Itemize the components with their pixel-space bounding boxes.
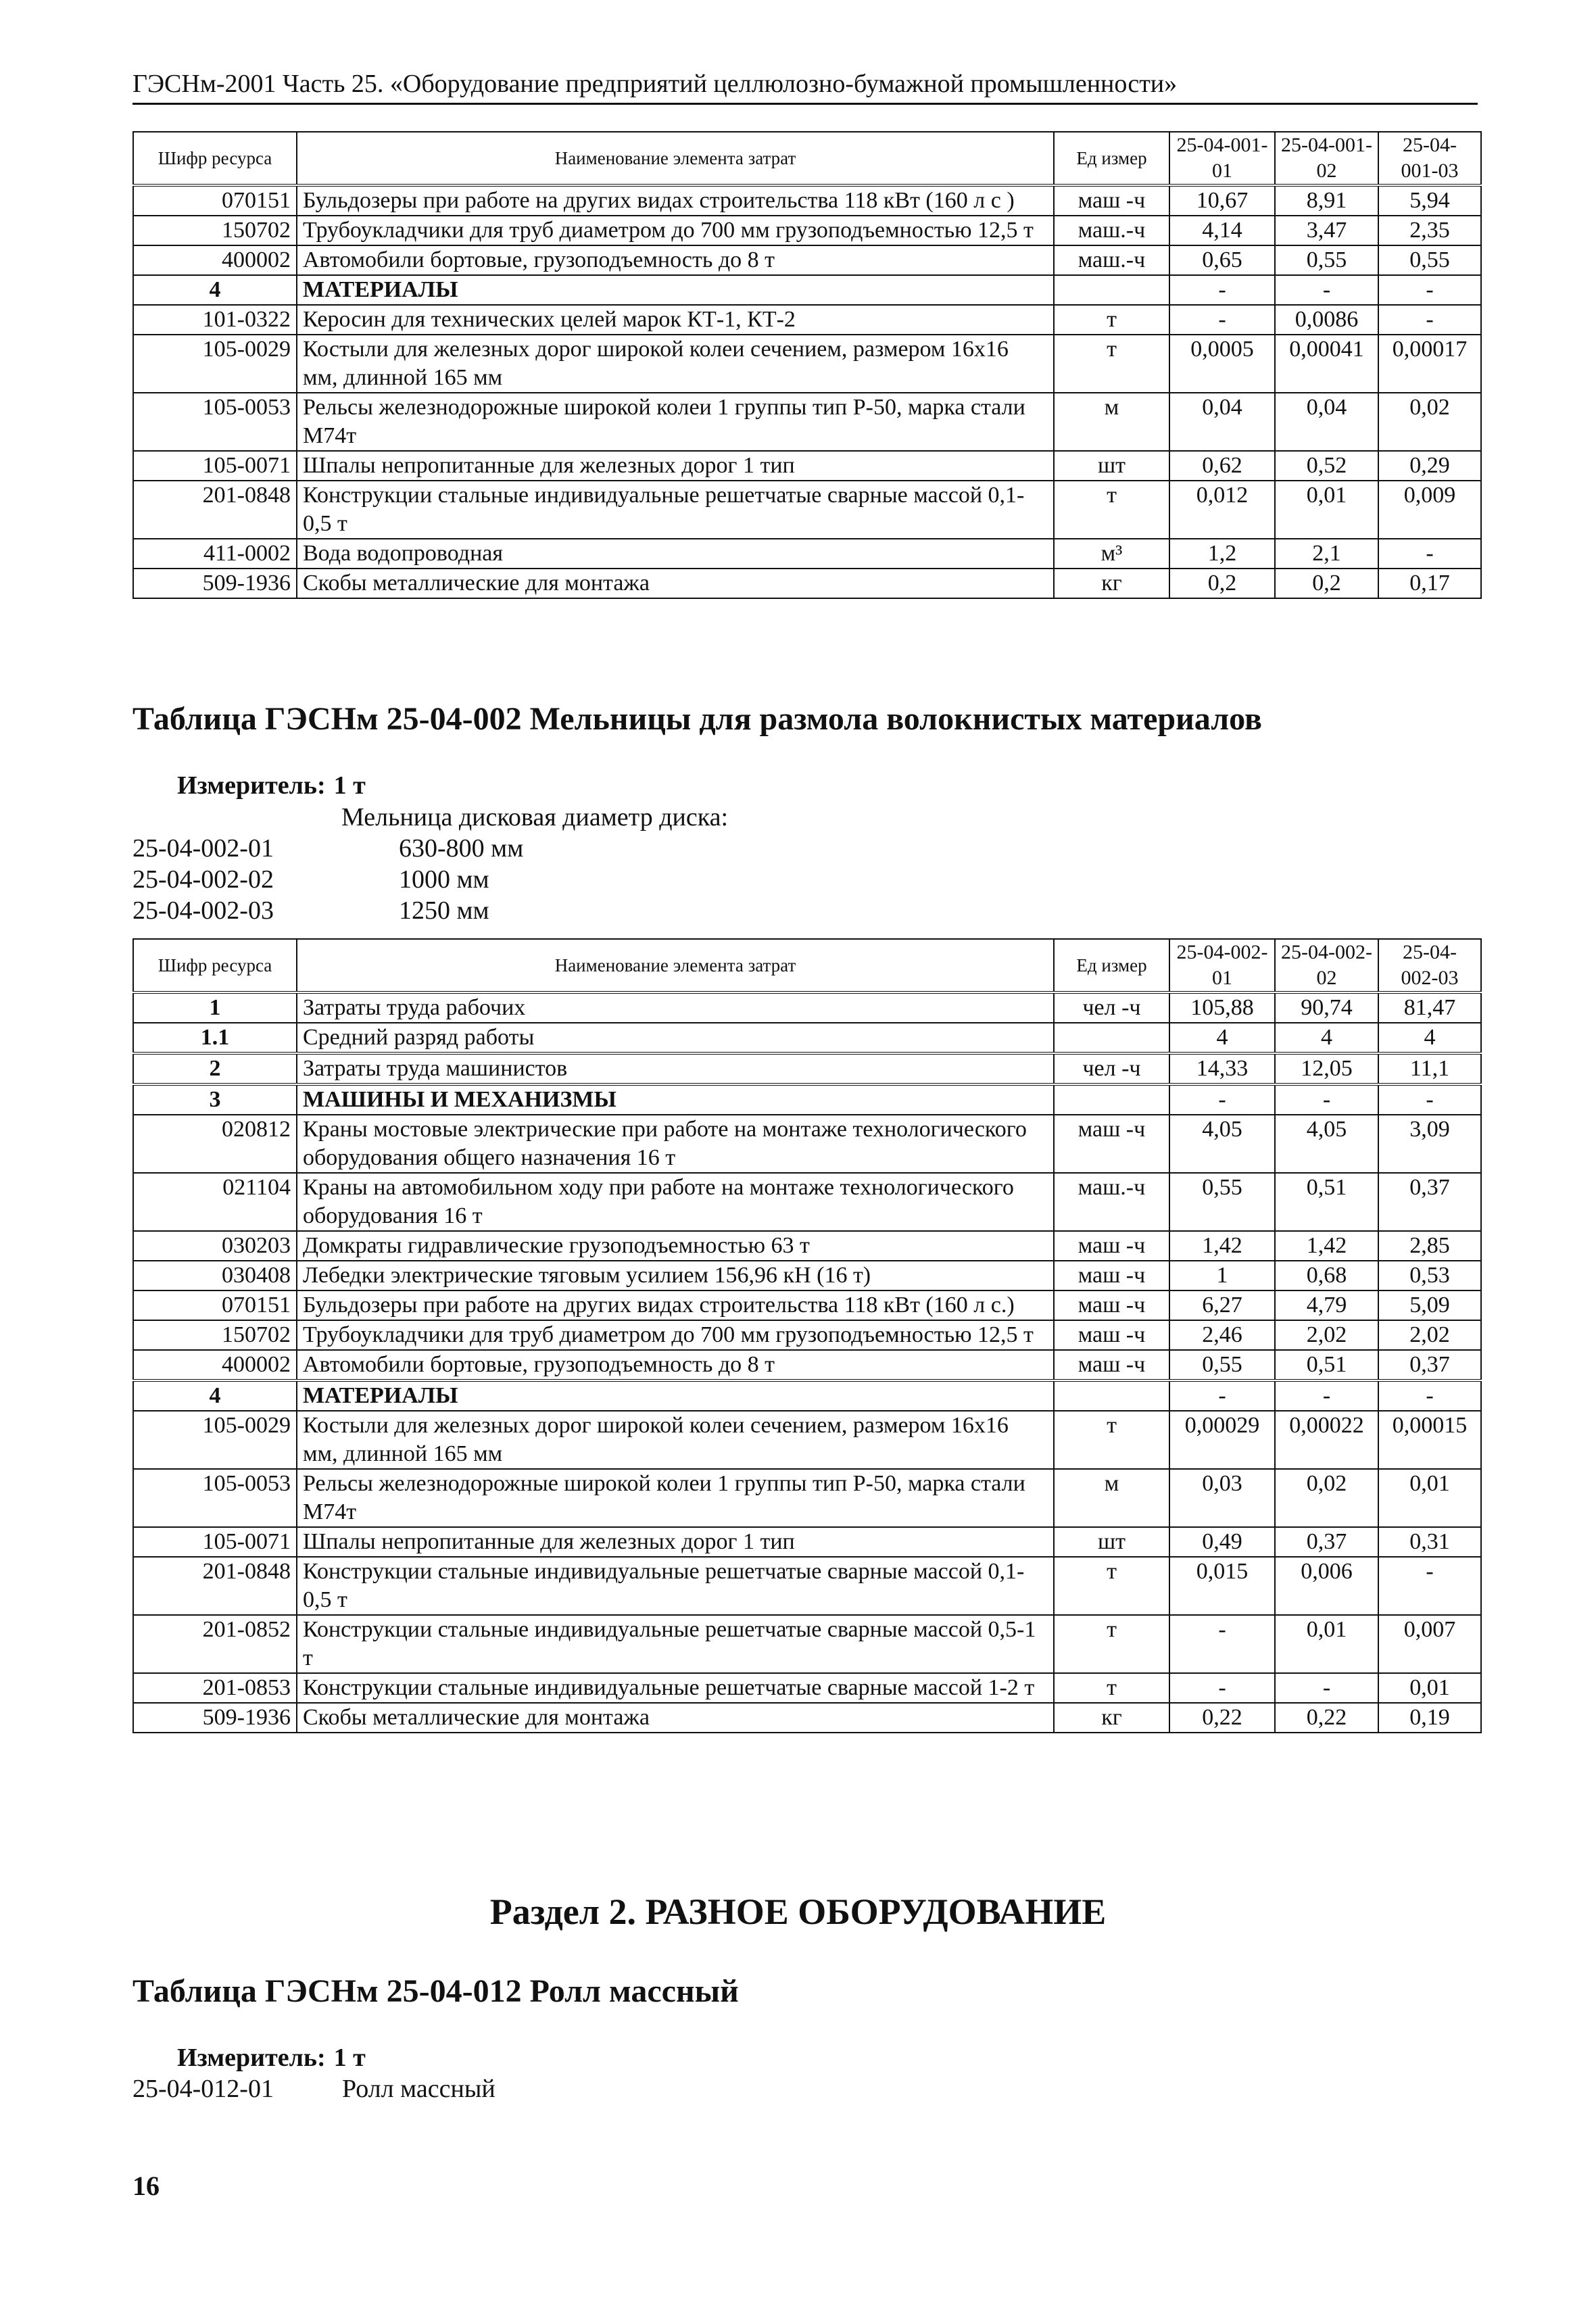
resource-name: Шпалы непропитанные для железных дорог 1 тип [297,451,1054,481]
resource-name: Автомобили бортовые, грузоподъемность до 8 т [297,245,1054,275]
value-cell: 5,94 [1378,185,1481,216]
value-cell: 90,74 [1275,992,1378,1023]
variant-description: Мельница дисковая диаметр диска: [341,803,729,831]
resource-name: Вода водопроводная [297,539,1054,569]
value-cell: 4 [1275,1023,1378,1053]
value-cell: - [1169,275,1275,305]
value-cell: 0,29 [1378,451,1481,481]
measure-value: 1 т [333,2044,366,2072]
resource-code: 020812 [133,1115,297,1173]
unit-cell: т [1054,481,1169,539]
value-cell: - [1169,1084,1275,1115]
resource-table-25-04-002 [132,938,1482,1733]
table-row [133,1673,1481,1703]
value-cell: 0,51 [1275,1350,1378,1380]
value-cell: 12,05 [1275,1053,1378,1084]
value-cell: 0,37 [1275,1527,1378,1557]
resource-name: Средний разряд работы [297,1023,1054,1053]
resource-code: 030203 [133,1231,297,1261]
resource-code: 070151 [133,185,297,216]
resource-name: МАШИНЫ И МЕХАНИЗМЫ [297,1084,1054,1115]
resource-code: 4 [133,275,297,305]
resource-name: Шпалы непропитанные для железных дорог 1 тип [297,1527,1054,1557]
resource-code: 101-0322 [133,305,297,335]
section-row [133,275,1481,305]
value-cell: - [1378,305,1481,335]
value-cell: 2,85 [1378,1231,1481,1261]
resource-code: 021104 [133,1173,297,1231]
resource-name: Конструкции стальные индивидуальные решетчатые сварные массой 0,1-0,5 т [297,481,1054,539]
resource-name: МАТЕРИАЛЫ [297,275,1054,305]
value-cell: 0,53 [1378,1261,1481,1290]
variant-desc: 1250 мм [399,896,489,925]
resource-code: 201-0852 [133,1615,297,1673]
col-header-variant-3: 25-04-002-03 [1378,939,1481,992]
value-cell: 0,55 [1378,245,1481,275]
resource-code: 1.1 [133,1023,297,1053]
value-cell: 2,1 [1275,539,1378,569]
value-cell: 0,01 [1378,1673,1481,1703]
table-row [133,1261,1481,1290]
value-cell: - [1275,275,1378,305]
value-cell: 14,33 [1169,1053,1275,1084]
resource-name: Костыли для железных дорог широкой колеи сечением, размером 16х16 мм, длинной 165 мм [297,1411,1054,1469]
value-cell: 0,22 [1169,1703,1275,1733]
resource-name: Краны мостовые электрические при работе на монтаже технологического оборудования общего назначения 16 т [297,1115,1054,1173]
value-cell: 10,67 [1169,185,1275,216]
resource-code: 105-0053 [133,393,297,451]
value-cell: 0,49 [1169,1527,1275,1557]
resource-name: Домкраты гидравлические грузоподъемностью 63 т [297,1231,1054,1261]
measure-label: Измеритель: [177,771,326,800]
value-cell: 0,00017 [1378,335,1481,393]
value-cell: - [1275,1084,1378,1115]
value-cell: 0,00041 [1275,335,1378,393]
value-cell: - [1378,275,1481,305]
resource-code: 509-1936 [133,569,297,598]
table-row [133,539,1481,569]
section-title: Раздел 2. РАЗНОЕ ОБОРУДОВАНИЕ [489,1891,1107,1932]
value-cell: 0,015 [1169,1557,1275,1615]
value-cell: 1,42 [1275,1231,1378,1261]
variant-code: 25-04-012-01 [132,2075,274,2103]
col-header-variant-2: 25-04-002-02 [1275,939,1378,992]
variant-desc: Ролл массный [342,2075,495,2103]
unit-cell: чел -ч [1054,992,1169,1023]
value-cell: 4,79 [1275,1290,1378,1320]
resource-code: 400002 [133,245,297,275]
measure-value: 1 т [333,771,366,800]
value-cell: 0,55 [1169,1173,1275,1231]
table-row [133,245,1481,275]
table-row [133,1231,1481,1261]
value-cell: 0,00022 [1275,1411,1378,1469]
value-cell: 0,02 [1378,393,1481,451]
value-cell: - [1378,1557,1481,1615]
resource-name: Конструкции стальные индивидуальные решетчатые сварные массой 0,1-0,5 т [297,1557,1054,1615]
section-row [133,1084,1481,1115]
col-header-name: Наименование элемента затрат [297,939,1054,992]
unit-cell: кг [1054,569,1169,598]
value-cell: 4,14 [1169,216,1275,245]
value-cell: 0,01 [1378,1469,1481,1527]
value-cell: - [1275,1673,1378,1703]
resource-code: 2 [133,1053,297,1084]
value-cell: 2,02 [1275,1320,1378,1350]
variant-desc: 1000 мм [399,865,489,894]
table-header-row [133,939,1481,992]
resource-code: 201-0848 [133,481,297,539]
col-header-code: Шифр ресурса [133,939,297,992]
value-cell: 0,2 [1169,569,1275,598]
variant-code: 25-04-002-01 [132,834,274,863]
value-cell: 0,01 [1275,481,1378,539]
resource-name: Керосин для технических целей марок КТ-1, КТ-2 [297,305,1054,335]
section-row [133,992,1481,1023]
resource-code: 150702 [133,216,297,245]
value-cell: - [1378,1380,1481,1411]
unit-cell: кг [1054,1703,1169,1733]
unit-cell: т [1054,1673,1169,1703]
unit-cell: маш.-ч [1054,216,1169,245]
resource-name: Рельсы железнодорожные широкой колеи 1 группы тип Р-50, марка стали М74т [297,393,1054,451]
unit-cell: маш -ч [1054,1320,1169,1350]
value-cell: - [1378,539,1481,569]
value-cell: 1 [1169,1261,1275,1290]
unit-cell [1054,1380,1169,1411]
col-header-variant-3: 25-04-001-03 [1378,132,1481,185]
value-cell: 4 [1169,1023,1275,1053]
value-cell: 0,00015 [1378,1411,1481,1469]
unit-cell [1054,275,1169,305]
value-cell: 8,91 [1275,185,1378,216]
table-row [133,1527,1481,1557]
unit-cell: чел -ч [1054,1053,1169,1084]
resource-name: МАТЕРИАЛЫ [297,1380,1054,1411]
resource-code: 3 [133,1084,297,1115]
resource-name: Автомобили бортовые, грузоподъемность до 8 т [297,1350,1054,1380]
resource-code: 030408 [133,1261,297,1290]
unit-cell: т [1054,1615,1169,1673]
col-header-variant-1: 25-04-001-01 [1169,132,1275,185]
value-cell: 0,52 [1275,451,1378,481]
value-cell: 0,01 [1275,1615,1378,1673]
table-row [133,1320,1481,1350]
col-header-unit: Ед измер [1054,939,1169,992]
value-cell: 1,2 [1169,539,1275,569]
resource-code: 105-0053 [133,1469,297,1527]
value-cell: 3,09 [1378,1115,1481,1173]
value-cell: 5,09 [1378,1290,1481,1320]
resource-name: Рельсы железнодорожные широкой колеи 1 группы тип Р-50, марка стали М74т [297,1469,1054,1527]
value-cell: 0,04 [1169,393,1275,451]
unit-cell: шт [1054,1527,1169,1557]
value-cell: 0,009 [1378,481,1481,539]
resource-name: Краны на автомобильном ходу при работе на монтаже технологического оборудования 16 т [297,1173,1054,1231]
value-cell: - [1169,1380,1275,1411]
resource-code: 070151 [133,1290,297,1320]
value-cell: 0,51 [1275,1173,1378,1231]
value-cell: 0,2 [1275,569,1378,598]
resource-code: 509-1936 [133,1703,297,1733]
col-header-code: Шифр ресурса [133,132,297,185]
resource-name: Затраты труда рабочих [297,992,1054,1023]
resource-name: Трубоукладчики для труб диаметром до 700 мм грузоподъемностью 12,5 т [297,216,1054,245]
resource-table-25-04-001 [132,131,1482,599]
table-row [133,1350,1481,1380]
value-cell: 2,46 [1169,1320,1275,1350]
table-row [133,1115,1481,1173]
unit-cell: маш -ч [1054,1231,1169,1261]
section-row [133,1023,1481,1053]
unit-cell: маш -ч [1054,1350,1169,1380]
value-cell: 0,68 [1275,1261,1378,1290]
resource-name: Скобы металлические для монтажа [297,569,1054,598]
unit-cell: т [1054,1557,1169,1615]
col-header-name: Наименование элемента затрат [297,132,1054,185]
value-cell: 105,88 [1169,992,1275,1023]
value-cell: 11,1 [1378,1053,1481,1084]
resource-code: 105-0029 [133,1411,297,1469]
value-cell: 0,55 [1275,245,1378,275]
table-row [133,1703,1481,1733]
value-cell: 0,00029 [1169,1411,1275,1469]
resource-code: 411-0002 [133,539,297,569]
section-row [133,1053,1481,1084]
value-cell: 0,0086 [1275,305,1378,335]
resource-code: 400002 [133,1350,297,1380]
resource-code: 201-0848 [133,1557,297,1615]
unit-cell: маш.-ч [1054,1173,1169,1231]
value-cell: 0,19 [1378,1703,1481,1733]
value-cell: 0,55 [1169,1350,1275,1380]
value-cell: 0,62 [1169,451,1275,481]
table-row [133,185,1481,216]
table-header-row [133,132,1481,185]
value-cell: 1,42 [1169,1231,1275,1261]
measure-unit-25-04-002 [177,771,366,800]
unit-cell: маш -ч [1054,185,1169,216]
value-cell: 2,35 [1378,216,1481,245]
measure-unit-25-04-012 [177,2043,366,2073]
value-cell: - [1378,1084,1481,1115]
table-row [133,481,1481,539]
table-row [133,1469,1481,1527]
resource-name: Конструкции стальные индивидуальные решетчатые сварные массой 1-2 т [297,1673,1054,1703]
table-row [133,1290,1481,1320]
variant-desc: 630-800 мм [399,834,524,863]
resource-name: Скобы металлические для монтажа [297,1703,1054,1733]
resource-name: Бульдозеры при работе на других видах строительства 118 кВт (160 л с.) [297,1290,1054,1320]
value-cell: 4,05 [1169,1115,1275,1173]
value-cell: 2,02 [1378,1320,1481,1350]
value-cell: 0,22 [1275,1703,1378,1733]
table-row [133,1173,1481,1231]
variant-code: 25-04-002-03 [132,896,274,925]
value-cell: 0,012 [1169,481,1275,539]
value-cell: 4 [1378,1023,1481,1053]
resource-name: Затраты труда машинистов [297,1053,1054,1084]
table-row [133,335,1481,393]
resource-name: Лебедки электрические тяговым усилием 156,96 кН (16 т) [297,1261,1054,1290]
unit-cell: м [1054,393,1169,451]
unit-cell: м [1054,1469,1169,1527]
value-cell: 0,37 [1378,1173,1481,1231]
unit-cell: маш.-ч [1054,245,1169,275]
table-row [133,305,1481,335]
value-cell: 0,17 [1378,569,1481,598]
resource-code: 105-0071 [133,451,297,481]
unit-cell: т [1054,335,1169,393]
resource-name: Костыли для железных дорог широкой колеи сечением, размером 16х16 мм, длинной 165 мм [297,335,1054,393]
unit-cell: м³ [1054,539,1169,569]
resource-name: Трубоукладчики для труб диаметром до 700 мм грузоподъемностью 12,5 т [297,1320,1054,1350]
unit-cell [1054,1023,1169,1053]
section-row [133,1380,1481,1411]
page-number: 16 [132,2171,160,2201]
value-cell: 0,65 [1169,245,1275,275]
value-cell: 0,006 [1275,1557,1378,1615]
resource-code: 150702 [133,1320,297,1350]
col-header-unit: Ед измер [1054,132,1169,185]
value-cell: 0,007 [1378,1615,1481,1673]
value-cell: 0,37 [1378,1350,1481,1380]
variant-code: 25-04-002-02 [132,865,274,894]
value-cell: 0,02 [1275,1469,1378,1527]
table-row [133,451,1481,481]
value-cell: - [1169,1615,1275,1673]
table-row [133,569,1481,598]
value-cell: 3,47 [1275,216,1378,245]
unit-cell [1054,1084,1169,1115]
value-cell: 81,47 [1378,992,1481,1023]
table-title-25-04-012: Таблица ГЭСНм 25-04-012 Ролл массный [132,1973,739,2009]
table-row [133,1557,1481,1615]
table-row [133,1615,1481,1673]
unit-cell: маш -ч [1054,1115,1169,1173]
table-row [133,1411,1481,1469]
unit-cell: т [1054,1411,1169,1469]
table-row [133,216,1481,245]
unit-cell: т [1054,305,1169,335]
resource-code: 105-0029 [133,335,297,393]
measure-label: Измеритель: [177,2044,326,2072]
running-header: ГЭСНм-2001 Часть 25. «Оборудование предприятий целлюлозно-бумажной промышленности» [132,68,1478,105]
value-cell: 0,03 [1169,1469,1275,1527]
value-cell: - [1275,1380,1378,1411]
table-title-25-04-002: Таблица ГЭСНм 25-04-002 Мельницы для размола волокнистых материалов [132,701,1262,737]
col-header-variant-2: 25-04-001-02 [1275,132,1378,185]
unit-cell: шт [1054,451,1169,481]
resource-code: 105-0071 [133,1527,297,1557]
resource-code: 1 [133,992,297,1023]
value-cell: 0,31 [1378,1527,1481,1557]
value-cell: - [1169,1673,1275,1703]
value-cell: 0,0005 [1169,335,1275,393]
value-cell: 0,04 [1275,393,1378,451]
col-header-variant-1: 25-04-002-01 [1169,939,1275,992]
value-cell: 6,27 [1169,1290,1275,1320]
unit-cell: маш -ч [1054,1261,1169,1290]
table-row [133,393,1481,451]
unit-cell: маш -ч [1054,1290,1169,1320]
value-cell: 4,05 [1275,1115,1378,1173]
resource-name: Конструкции стальные индивидуальные решетчатые сварные массой 0,5-1 т [297,1615,1054,1673]
value-cell: - [1169,305,1275,335]
resource-name: Бульдозеры при работе на других видах строительства 118 кВт (160 л с ) [297,185,1054,216]
resource-code: 201-0853 [133,1673,297,1703]
resource-code: 4 [133,1380,297,1411]
